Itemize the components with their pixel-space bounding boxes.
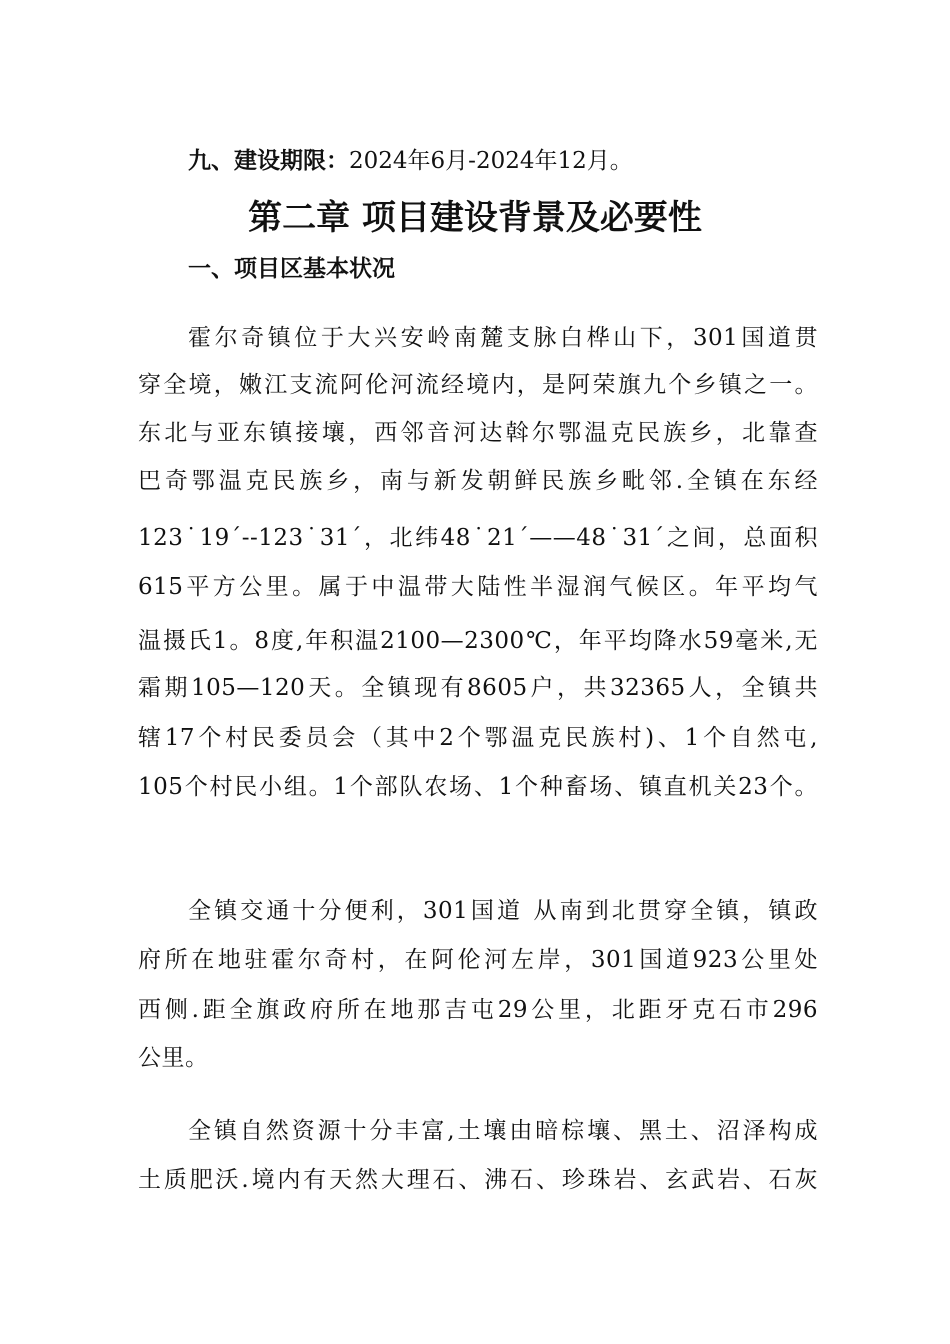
paragraph-line: 辖17个村民委员会（其中2个鄂温克民族村)、1个自然屯, xyxy=(138,725,818,751)
section-title: 一、项目区基本状况 xyxy=(188,256,395,282)
chapter-title: 第二章 项目建设背景及必要性 xyxy=(248,198,702,238)
paragraph-line: 105个村民小组。1个部队农场、1个种畜场、镇直机关23个。 xyxy=(138,774,818,800)
construction-period-value: 2024年6月-2024年12月。 xyxy=(349,148,633,174)
paragraph-line: 霍尔奇镇位于大兴安岭南麓支脉白桦山下，301国道贯 xyxy=(188,325,818,351)
paragraph-line: 西侧.距全旗政府所在地那吉屯29公里，北距牙克石市296 xyxy=(138,997,818,1023)
paragraph-line: 全镇交通十分便利，301国道 从南到北贯穿全镇，镇政 xyxy=(188,898,818,924)
paragraph-line: 穿全境，嫩江支流阿伦河流经境内，是阿荣旗九个乡镇之一。 xyxy=(138,372,818,398)
paragraph-line: 霜期105—120天。全镇现有8605户，共32365人，全镇共 xyxy=(138,675,818,701)
paragraph-line: 土质肥沃.境内有天然大理石、沸石、珍珠岩、玄武岩、石灰 xyxy=(138,1167,818,1193)
paragraph-line: 巴奇鄂温克民族乡，南与新发朝鲜民族乡毗邻.全镇在东经 xyxy=(138,468,818,494)
paragraph-line: 府所在地驻霍尔奇村，在阿伦河左岸，301国道923公里处 xyxy=(138,947,818,973)
paragraph-line: 温摄氏1。8度,年积温2100—2300℃，年平均降水59毫米,无 xyxy=(138,628,818,654)
paragraph-line: 东北与亚东镇接壤，西邻音河达斡尔鄂温克民族乡，北靠查 xyxy=(138,420,818,446)
paragraph-line: 615平方公里。属于中温带大陆性半湿润气候区。年平均气 xyxy=(138,574,818,600)
construction-period xyxy=(188,146,633,176)
paragraph-line: 全镇自然资源十分丰富,土壤由暗棕壤、黑土、沼泽构成 xyxy=(188,1118,818,1144)
paragraph-line: 123˙19´--123˙31´，北纬48˙21´——48˙31´之间，总面积 xyxy=(138,525,818,551)
paragraph-line: 公里。 xyxy=(138,1045,209,1071)
construction-period-label: 九、建设期限： xyxy=(188,148,349,174)
